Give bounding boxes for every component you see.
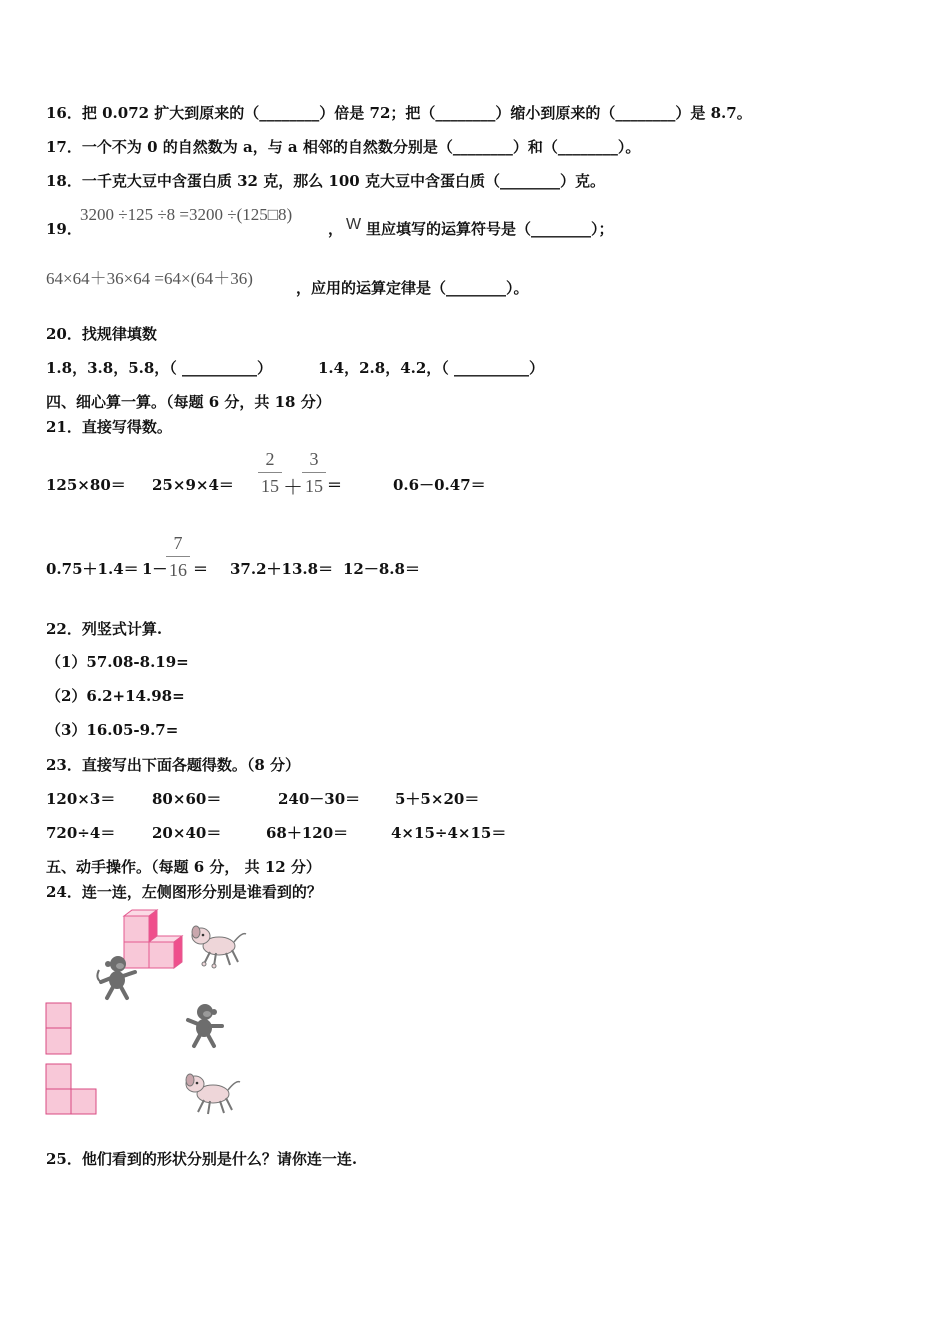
fraction-3-15: 3 15 [302, 448, 326, 497]
question-20-sequence-1: 1.8，3.8，5.8，（ __________） [46, 359, 273, 377]
question-18: 18．一千克大豆中含蛋白质 32 克，那么 100 克大豆中含蛋白质（________）克。 [46, 172, 605, 190]
question-20-sequence-2: 1.4，2.8，4.2，（ __________） [318, 359, 545, 377]
question-19-formula-2: 64×64＋36×64 =64×(64＋36) [46, 269, 253, 288]
vertical-calc-2: （2）6.2+14.98= [46, 687, 185, 705]
calc-20x40: 20×40＝ [152, 824, 222, 842]
one-minus: 1－ [142, 560, 168, 578]
question-24-title: 24．连一连，左侧图形分别是谁看到的？ [46, 883, 322, 901]
dog-icon [180, 1070, 242, 1116]
calc-125x80: 125×80＝ [46, 476, 126, 494]
question-16: 16．把 0.072 扩大到原来的（________）倍是 72；把（________）缩小到原来的（________）是 8.7。 [46, 104, 752, 122]
front-view-two-squares [45, 1002, 73, 1056]
dog-icon [186, 922, 248, 968]
calc-0-75-plus-1-4: 0.75＋1.4＝ [46, 560, 139, 578]
calc-5-plus-5x20: 5＋5×20＝ [395, 790, 480, 808]
question-19-comma: ， [328, 220, 344, 238]
question-20-title: 20．找规律填数 [46, 325, 157, 343]
question-19-text-1: 里应填写的运算符号是（________）； [366, 220, 614, 238]
question-21-title: 21．直接写得数。 [46, 418, 172, 436]
question-19-text-2: ，应用的运算定律是（________）。 [296, 279, 529, 297]
plus-sign: ＋ [283, 475, 303, 499]
calc-120x3: 120×3＝ [46, 790, 116, 808]
fraction-7-16: 7 16 [166, 532, 190, 581]
question-22-title: 22．列竖式计算. [46, 620, 163, 638]
w-symbol: W [346, 216, 362, 233]
fraction-2-15: 2 15 [258, 448, 282, 497]
calc-80x60: 80×60＝ [152, 790, 222, 808]
section-4-heading: 四、细心算一算。（每题 6 分，共 18 分） [46, 393, 331, 411]
equals-sign-2: ＝ [193, 560, 209, 578]
calc-0-6-minus-0-47: 0.6－0.47＝ [393, 476, 486, 494]
vertical-calc-3: （3）16.05-9.7= [46, 721, 179, 739]
calc-240-minus-30: 240－30＝ [278, 790, 361, 808]
side-view-l-shape [45, 1063, 99, 1117]
calc-37-2-plus-13-8: 37.2＋13.8＝ [230, 560, 334, 578]
calc-720-div-4: 720÷4＝ [46, 824, 116, 842]
question-19-formula-1: 3200 ÷125 ÷8 =3200 ÷(125□8) [80, 205, 293, 224]
question-25-title: 25．他们看到的形状分别是什么？请你连一连. [46, 1150, 358, 1168]
monkey-icon [182, 1000, 230, 1048]
monkey-icon [93, 952, 141, 1000]
question-23-title: 23．直接写出下面各题得数。（8 分） [46, 756, 301, 774]
section-5-heading: 五、动手操作。（每题 6 分， 共 12 分） [46, 858, 321, 876]
calc-4x15-div-4x15: 4×15÷4×15＝ [391, 824, 507, 842]
question-17: 17．一个不为 0 的自然数为 a，与 a 相邻的自然数分别是（________）和（________）。 [46, 138, 641, 156]
question-19-number: 19． [46, 220, 82, 238]
calc-25x9x4: 25×9×4＝ [152, 476, 234, 494]
calc-68-plus-120: 68＋120＝ [266, 824, 349, 842]
calc-12-minus-8-8: 12－8.8＝ [343, 560, 420, 578]
vertical-calc-1: （1）57.08-8.19= [46, 653, 189, 671]
equals-sign: ＝ [327, 476, 343, 494]
